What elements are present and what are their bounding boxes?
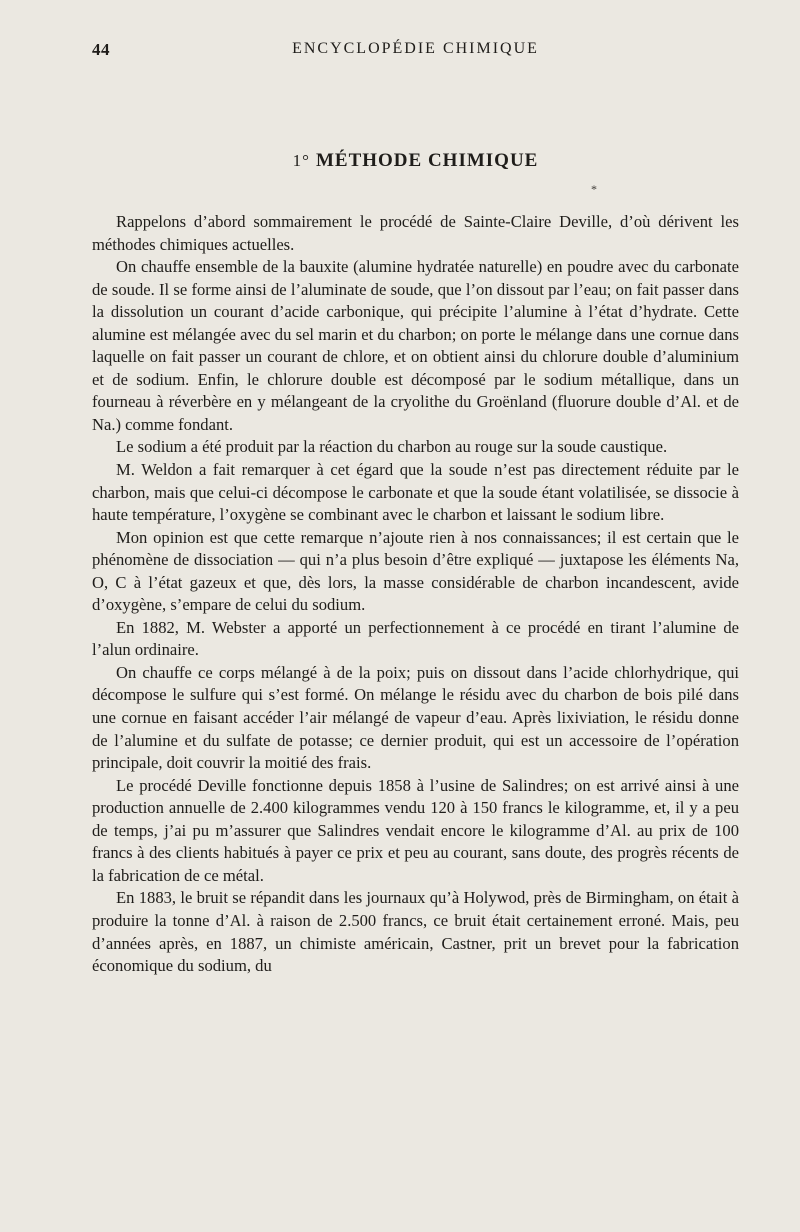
paragraph: M. Weldon a fait remarquer à cet égard que la soude n’est pas directement réduite par le charbon, mais que celui-ci décompose le carbonate et que la soude étant volatilisée, se dissocie à haute température, l’oxygène se combinant avec le charbon et laissant le sodium libre. (92, 460, 739, 525)
running-title: ENCYCLOPÉDIE CHIMIQUE (292, 40, 539, 57)
paragraph: Mon opinion est que cette remarque n’ajoute rien à nos connaissances; il est certain que le phénomène de dissociation — qui n’a plus besoin d’être expliqué — juxtapose les éléments Na, O, C à l’état gazeux et que, dès lors, la masse considérable de charbon incandescent, avide d’oxygène, s’empare de celui du sodium. (92, 527, 739, 615)
section-title: MÉTHODE CHIMIQUE (315, 150, 539, 171)
section-heading (92, 150, 739, 172)
paragraph: En 1883, le bruit se répandit dans les journaux qu’à Holywod, près de Birmingham, on était à produire la tonne d’Al. à raison de 2.500 francs, ce bruit était certainement erroné. Mais, peu d’années après, en 1887, un chimiste américain, Castner, prit un brevet pour la fabrication économique du sodium, du (92, 888, 739, 976)
page-number: 44 (92, 40, 110, 59)
paragraph: On chauffe ce corps mélangé à de la poix; puis on dissout dans l’acide chlorhydrique, qui décompose le sulfure qui s’est formé. On mélange le résidu avec du charbon de bois pilé dans une cornue en faisant accéder l’air mélangé de vapeur d’eau. Après lixiviation, le résidu donne de l’alumine et du sulfate de potasse; ce dernier produit, qui est un accessoire de l’opération principale, doit couvrir la moitié des frais. (92, 662, 739, 773)
heading-asterisk: * (591, 182, 597, 196)
paragraph: Le procédé Deville fonctionne depuis 1858 à l’usine de Salindres; on est arrivé ainsi à une production annuelle de 2.400 kilogrammes vendu 120 à 150 francs le kilogramme, et, il y a peu de temps, j’ai pu m’assurer que Salindres vendait encore le kilogramme d’Al. au prix de 100 francs à des clients habitués à payer ce prix et peu au courant, sans doute, des progrès récents de la fabrication de ce métal. (92, 775, 739, 885)
paragraph: Le sodium a été produit par la réaction du charbon au rouge sur la soude caustique. (116, 437, 668, 457)
paragraph: En 1882, M. Webster a apporté un perfectionnement à ce procédé en tirant l’alumine de l’alun ordinaire. (92, 617, 739, 660)
section-number: 1° (292, 151, 310, 170)
body-text (92, 211, 739, 978)
paragraph: On chauffe ensemble de la bauxite (alumine hydratée naturelle) en poudre avec du carbonate de soude. Il se forme ainsi de l’aluminate de soude, que l’on dissout par l’eau; on fait passer dans la dissolution un courant d’acide carbonique, qui précipite l’alumine à l’état d’hydrate. Cette alumine est mélangée avec du sel marin et du charbon; on porte le mélange dans une cornue dans laquelle on fait passer un courant de chlore, et on obtient ainsi du chlorure double d’aluminium et de sodium. Enfin, le chlorure double est décomposé par le sodium métallique, dans un fourneau à réverbère en y mélangeant de la cryolithe du Groënland (fluorure double d’Al. et de Na.) comme fondant. (92, 257, 739, 434)
page-header (92, 40, 739, 62)
paragraph: Rappelons d’abord sommairement le procédé de Sainte-Claire Deville, d’où dérivent les méthodes chimiques actuelles. (92, 212, 739, 254)
